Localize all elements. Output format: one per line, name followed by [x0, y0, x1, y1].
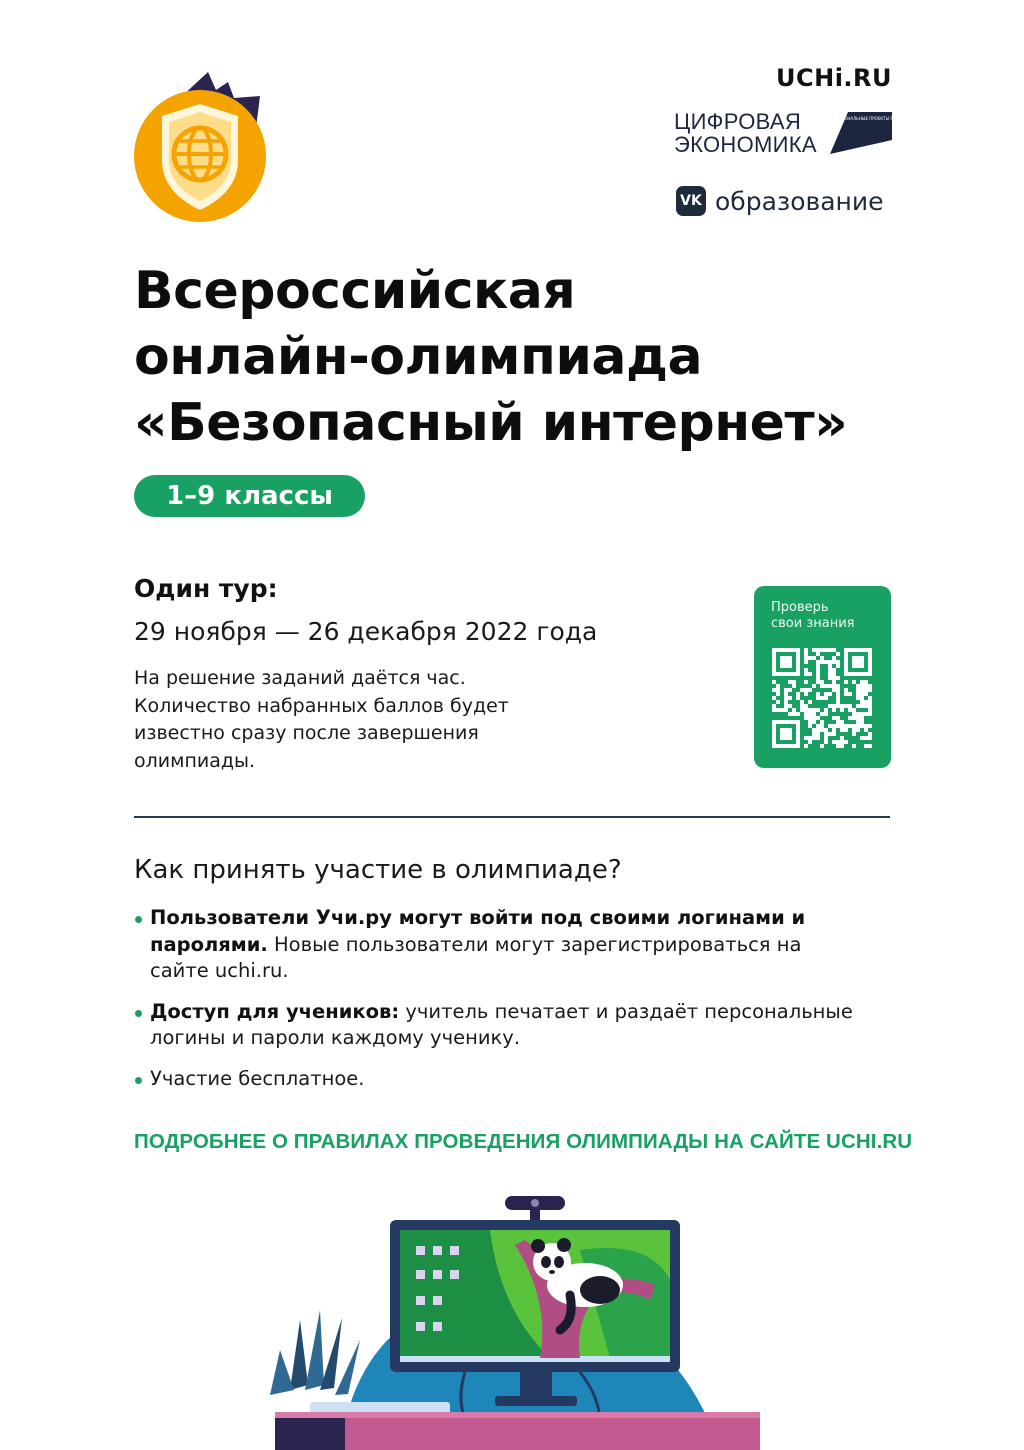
title-line-1: Всероссийская [134, 261, 576, 321]
list-item-text: учитель печатает и раздаёт персональные логины и пароли каждому ученику. [150, 999, 853, 1049]
bullet-dot-icon [135, 916, 142, 923]
vk-education-logo [676, 184, 884, 218]
list-item [134, 1066, 854, 1093]
computer-panda-illustration [250, 1190, 770, 1450]
round-description: На решение заданий даётся час. Количество набранных баллов будет известно сразу после завершения олимпиады. [134, 667, 509, 772]
page-title [134, 258, 914, 456]
list-item [134, 905, 854, 985]
title-line-3: «Безопасный интернет» [134, 393, 848, 453]
list-item-text: Новые пользователи могут зарегистрироваться на сайте uchi.ru. [150, 932, 802, 982]
list-item [134, 999, 854, 1052]
olympiad-badge-icon [130, 68, 275, 228]
title-line-2: онлайн-олимпиада [134, 327, 703, 387]
qr-label [771, 600, 855, 632]
digital-economy-line1: ЦИФРОВАЯ [674, 109, 802, 134]
qr-code-icon[interactable] [772, 648, 872, 748]
more-info-link[interactable]: ПОДРОБНЕЕ О ПРАВИЛАХ ПРОВЕДЕНИЯ ОЛИМПИАДЫ НА САЙТЕ UCHI.RU [134, 1130, 913, 1153]
digital-economy-logo [674, 109, 908, 160]
qr-label-line1: Проверь [771, 600, 829, 615]
digital-economy-line2: ЭКОНОМИКА [674, 132, 817, 157]
list-item-bold: Доступ для учеников: [150, 999, 400, 1023]
round-dates: 29 ноября — 26 декабря 2022 года [134, 617, 598, 646]
national-projects-icon [830, 112, 908, 156]
vk-icon: VK [676, 186, 706, 216]
uchi-logo: UCHi.RU [776, 64, 892, 92]
participation-list [134, 905, 854, 1106]
section-divider [134, 816, 890, 818]
plant-icon [270, 1310, 360, 1395]
national-projects-text: НАЦИОНАЛЬНЫЕ ПРОЕКТЫ РОССИИ [832, 116, 908, 121]
qr-label-line2: свои знания [771, 616, 855, 631]
list-item-bold: Пользователи Учи.ру могут войти под своими логинами и паролями. [150, 906, 806, 956]
how-heading: Как принять участие в олимпиаде? [134, 855, 622, 885]
bullet-dot-icon [135, 1077, 142, 1084]
bullet-dot-icon [135, 1010, 142, 1017]
qr-card[interactable] [754, 586, 891, 768]
vk-education-text: образование [715, 186, 884, 216]
round-heading: Один тур: [134, 574, 278, 603]
grades-badge: 1–9 классы [134, 475, 365, 517]
list-item-text: Участие бесплатное. [150, 1066, 365, 1090]
